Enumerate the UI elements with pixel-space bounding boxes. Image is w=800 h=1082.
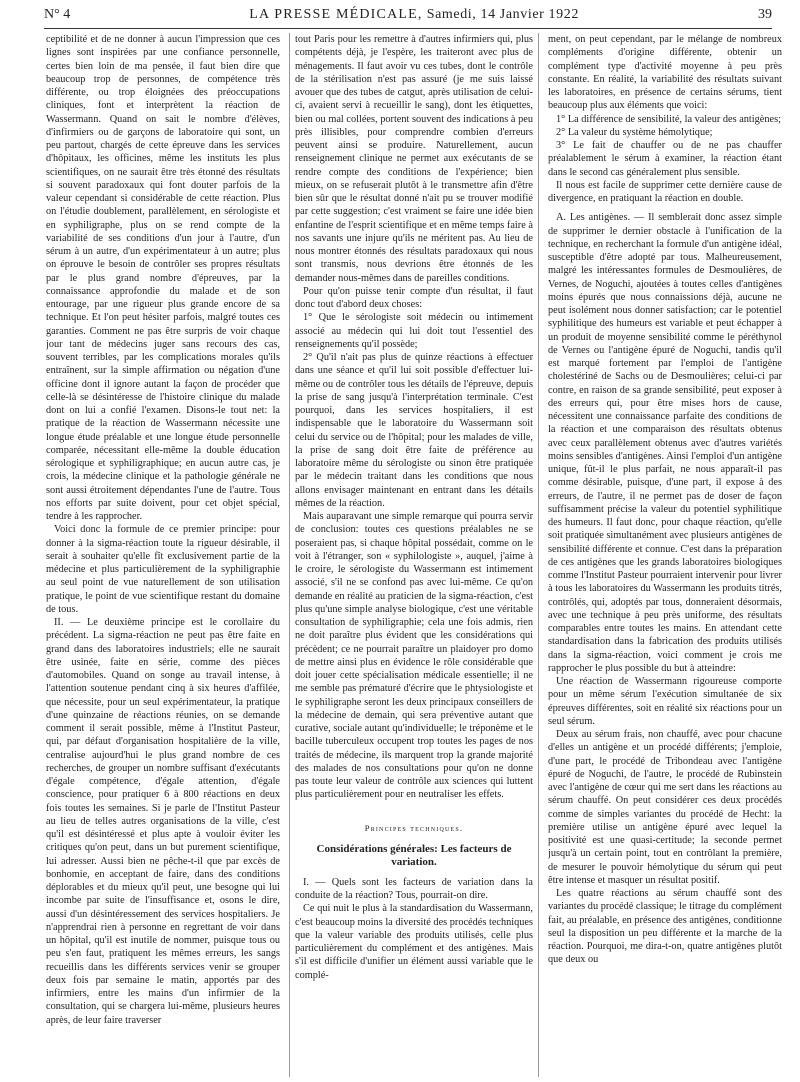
paragraph: Ce qui nuit le plus à la standardisation du Wassermann, c'est beaucoup moins la diversité des procédés techniques que la valeur variable des produits utilisés, celle plus particulièrement du complément et des antigènes. Mais s'il est difficile d'unifier un élément aussi variable que le complé-	[295, 903, 533, 981]
section-title: Principes techniques.	[364, 822, 464, 833]
journal-name: LA PRESSE MÉDICALE,	[249, 7, 423, 22]
article-body	[46, 33, 782, 1077]
paragraph: tout Paris pour les remettre à d'autres infirmiers qui, plus compétents déjà, je l'espère, les traiteront avec plus de ménagements. Il faut avoir vu ces tubes, dont le contrôle de la stérilisation n'est pas assuré (je me suis laissé avouer que des tubes de catgut, après utilisation de celui-ci, avaient servi à recueillir le sang), dont les étiquettes, bien ou mal collées, portent souvent des indications à peu près illisibles, pour comprendre combien d'erreurs peuvent ainsi se produire. Naturellement, aucun renseignement clinique ne permet aux exécutants de se rendre compte des conditions de l'expérience; bien mieux, on se refuserait plutôt à le transmettre afin d'être bien sûr que le résultat donné n'ait pu se trouver modifié par cette suggestion; c'est vraiment se faire une idée bien enfantine de l'esprit scientifique et en même temps faire à nos savants une injure qu'ils ne méritent pas. Au lieu de nous montrer étonnés des résultats paradoxaux qui nous sont transmis, nous devrions être étonnés de les demander nous-mêmes dans de pareilles conditions.	[295, 34, 533, 284]
paragraph: ment, on peut cependant, par le mélange de nombreux compléments d'origine différente, obtenir un complément type d'activité moyenne à peu près constante. En réalité, la variabilité des résultats suivant les laboratoires, en présence de certains sérums, tient beaucoup plus aux éléments que voici:	[548, 34, 782, 112]
paragraph: II. — Le deuxième principe est le corollaire du précédent. La sigma-réaction ne peut pas être faite en grand dans des laboratoires industriels; elle ne saurait être usinée, faite en série, comme des pièces d'automobiles. Quand on songe au travail intense, à l'attention soutenue pendant cinq à six heures d'affilée, que nécessite, pour un seul expérimentateur, la pratique d'une quinzaine de réactions réunies, on se demande comment il serait possible, même à l'Institut Pasteur, qui, par défaut d'organisation hospitalière de la ville, centralise aujourd'hui le plus grand nombre de ces recherches, de grouper un nombre suffisant d'exécutants d'égale compétence, d'égale attention, d'égale conscience, pour pratiquer 6 à 800 réactions en deux fois toutes les semaines. Si je parle de l'Institut Pasteur au lieu de telles autres organisations de la ville, c'est qu'il est désintéressé et plus apte à vouloir éviter les critiques qu'on peut, dans un but purement scientifique, lui adresser. Aussi bien ne pêche-t-il que par excès de bonhomie, en acceptant de faire, dans des conditions déplorables et du mieux qu'il peut, une besogne qui lui incombe par suite de l'insuffisance et, osons le dire, aussi d'un désintéressement des services hospitaliers. Je n'apprendrai rien à personne en regrettant de voir dans un hôpital, qu'il est inutile de nommer, puisque tous ou peu s'en faut, pratiquent les mêmes erreurs, les sangs recueillis dans les différents services venir se grouper deux fois par semaine le matin, apportés par des infirmiers, entre les mains d'un infirmier de la consultation, qui se chargera lui-même, plusieurs heures après, de leur faire traverser	[46, 617, 280, 1026]
issue-date: Samedi, 14 Janvier 1922	[426, 7, 579, 22]
column-2	[289, 33, 539, 1077]
list-item: 1° Que le sérologiste soit médecin ou intimement associé au médecin qui lui doit tout l'essentiel des renseignements qu'il possède;	[295, 312, 533, 350]
issue-number: N° 4	[44, 7, 71, 22]
paragraph: I. — Quels sont les facteurs de variation dans la conduite de la réaction? Tous, pourrait-on dire.	[295, 876, 533, 901]
paragraph: ceptibilité et de ne donner à aucun l'impression que ces lignes sont inspirées par une confiance personnelle, certes bien loin de ma pensée, il faut bien dire que beaucoup trop de personnes, de compétence très différente, ou trop éloignées des préoccupations cliniques, font et interprètent la réaction de Wassermann. Quand on sait le nombre d'élèves, d'infirmiers ou de garçons de laboratoire qui sont, un peu partout, chargés de cette épreuve dans les services d'hôpitaux, les officines, même les instituts les plus scientifiques, on ne saurait être très étonné des résultats si souvent paradoxaux qui font douter parfois de la valeur cependant si considérable de cette réaction. Plus on l'étudie doublement, parallèlement, en sérologiste et en syphiligraphe, plus on se rend compte de la variabilité de ses conditions d'un jour à l'autre, d'un sérum à un autre, d'un expérimentateur à un autre; plus on éprouve le besoin de contrôler ses propres résultats par le plus grand nombre d'épreuves, par la connaissance approfondie du malade et de son entourage, par une rigueur plus grande encore de sa technique. Et l'on peut hésiter parfois, malgré toutes ces garanties. Comment ne pas être surpris de voir chaque jour tant de médecins juger sans recours des cas, souvent terribles, par les complications morales qu'ils entraînent, sur la simple affirmation ou négation d'une officine dont il ignore autant la façon de procéder que celle-là se désintéresse de l'histoire clinique du malade dont on lui a confié l'examen. Disons-le tout net: la pratique de la réaction de Wassermann nécessite une longue étude préalable et une longue étude personnelle comparée, nécessitant elle-même la double éducation sérologique et syphiligraphique; en aucun autre cas, je crois, la médecine clinique et la pathologie générale ne sont aussi étroitement dépendantes l'une de l'autre. Tous nos efforts par suite doivent, pour cet objet spécial, tendre à les rapprocher.	[46, 34, 280, 522]
paragraph: Deux au sérum frais, non chauffé, avec pour chacune d'elles un antigène et un procédé différents; j'emploie, d'une part, le procédé de Tribondeau avec l'antigène épuré de Noguchi, de l'autre, le procédé de Rubinstein avec l'antigène de cœur qui me sert dans les réactions au sérum chauffé. On peut considérer ces deux procédés comme de simples variantes du procédé de Hecht: la première utilise un antigène épuré avec lequel la positivité est une quasi-certitude; la seconde permet jusqu'à un certain point, tout en contrôlant la première, de mesurer le pouvoir hémolytique du sérum qui peut être intense et masquer un résultat positif.	[548, 729, 782, 886]
list-item: 2° La valeur du système hémolytique;	[556, 126, 713, 138]
paragraph: A. Les antigènes. — Il semblerait donc assez simple de supprimer le dernier obstacle à l'unification de la technique, en recherchant la formule d'un antigène idéal, susceptible d'être adopté par tous. Malheureusement, malgré les intéressantes formules de Desmoulières, de Vernes, de Noguchi, ajoutées à toutes celles d'antigènes moins épurés que nous connaissions déjà, aucune ne peut isolément nous donner satisfaction; car le potentiel syphilitique des humeurs est variable et peut échapper à un produit de moyenne sensibilité comme le péréthynol de Vernes ou l'antigène épuré de Noguchi, tandis qu'il est marqué fortement par l'emploi de l'antigène cholestériné de Sachs ou de Desmoulières; celui-ci par contre, en raison de sa grande sensibilité, peut exposer à des erreurs qui, pour être mises hors de cause, nécessitent une connaissance parfaite des conditions de la réaction et une comparaison des résultats obtenus avec ceux parallèlement obtenus avec d'autres variétés moins sensibles d'antigènes. Ainsi l'emploi d'un antigène unique, fût-il le plus parfait, ne nous apparaît-il pas comme désirable, puisque, d'une part, il expose à des erreurs, de l'autre, il ne permet pas de doser de façon suffisamment précise la valeur du potentiel syphilitique des humeurs. Il faut donc, pour chaque réaction, qu'elle soit pratiquée simultanément avec plusieurs antigènes de sensibilité différente et connue. C'est dans la préparation de ces antigènes que les grands laboratoires biologiques comme l'Institut Pasteur pourraient intervenir pour livrer à tous les laboratoires du Wassermann les produits titrés, contrôlés, qui, adoptés par tous, donneraient désormais, avec une technique à peu près uniforme, des résultats comparables entre toutes les mains. En attendant cette standardisation dans la fabrication des produits utilisés dans la sigma-réaction, voici comment je crois me rapprocher le plus possible du but à atteindre:	[548, 212, 782, 674]
page-header	[44, 2, 772, 29]
journal-title-line	[249, 7, 579, 23]
paragraph: Les quatre réactions au sérum chauffé sont des variantes du procédé classique; le titrage du complément fait, au préalable, en présence des antigènes, conditionne seul la disposition un peu différente et la marche de la réaction. Pourquoi, me dira-t-on, quatre antigènes plutôt que deux ou	[548, 888, 782, 966]
paragraph: Mais auparavant une simple remarque qui pourra servir de conclusion: toutes ces questions préalables ne se poseraient pas, si chaque hôpital possédait, comme on le voit à l'étranger, son « syphilologiste », auquel, j'aime à le croire, le sérologiste du Wassermann est intimement associé, s'il ne se confond pas avec lui-même. Ce qu'on demande en réalité au praticien de la sigma-réaction, c'est plus qu'une simple analyse biologique, c'est une véritable consultation de syphiligraphie; cela une fois admis, rien ne doit paraître plus évident que les considérations qui précèdent; ce ne pourrait paraître un plaidoyer pro domo de mettre ainsi plus en évidence le rôle considérable que doit jouer cette spécialisation médicale essentielle; il ne me semble pas prématuré d'écrire que le phtysiologiste et le syphiligraphe seront les deux principaux conseillers de la médecine de demain, qui sera préventive autant que curative, sociale autant qu'individuelle; le tréponème et le bacille tuberculeux occupent trop toutes les pages de nos traités de médecine, ils marquent trop la grande majorité des malades de nos consultations pour qu'on ne donne pas toute leur valeur de contrôle aux sciences qui luttent plus particulièrement pour en neutraliser les effets.	[295, 511, 533, 801]
paragraph: Voici donc la formule de ce premier principe: pour donner à la sigma-réaction toute la rigueur désirable, il serait à souhaiter qu'elle fît exclusivement partie de la médecine et plus particulièrement de la syphiligraphie au seul point de vue naturellement de son utilisation pratique, le point de vue scientifique restant du domaine de tous.	[46, 524, 280, 615]
column-1	[46, 33, 280, 1077]
paragraph: Une réaction de Wassermann rigoureuse comporte pour un même sérum l'exécution simultanée de six épreuves différentes, soit en réalité six réactions pour un seul sérum.	[548, 676, 782, 727]
subsection-title: Considérations générales: Les facteurs de variation.	[316, 842, 512, 868]
paragraph: Il nous est facile de supprimer cette dernière cause de divergence, en pratiquant la réaction en double.	[548, 179, 782, 204]
list-item: 3° Le fait de chauffer ou de ne pas chauffer préalablement le sérum à examiner, la réaction étant dans le second cas généralement plus sensible.	[548, 140, 782, 178]
list-item: 2° Qu'il n'ait pas plus de quinze réactions à effectuer dans une séance et qu'il lui soit possible d'effectuer lui-même ou de contrôler tous les détails de l'épreuve, depuis la prise de sang jusqu'à l'interprétation terminale. C'est pourquoi, dans les services hospitaliers, il est indispensable que le laboratoire du Wassermann soit celui du service ou de l'hôpital; pour les malades de ville, la prise de sang doit être faite de préférence au laboratoire même du sérologiste ou sinon être pratiquée par le médecin traitant dans les conditions que nous allons envisager maintenant en entrant dans les détails mêmes de la réaction.	[295, 352, 533, 509]
list-item: 1° La différence de sensibilité, la valeur des antigènes;	[556, 113, 781, 125]
column-3	[548, 33, 782, 1077]
paragraph: Pour qu'on puisse tenir compte d'un résultat, il faut donc tout d'abord deux choses:	[295, 285, 533, 310]
page-number: 39	[757, 7, 772, 22]
